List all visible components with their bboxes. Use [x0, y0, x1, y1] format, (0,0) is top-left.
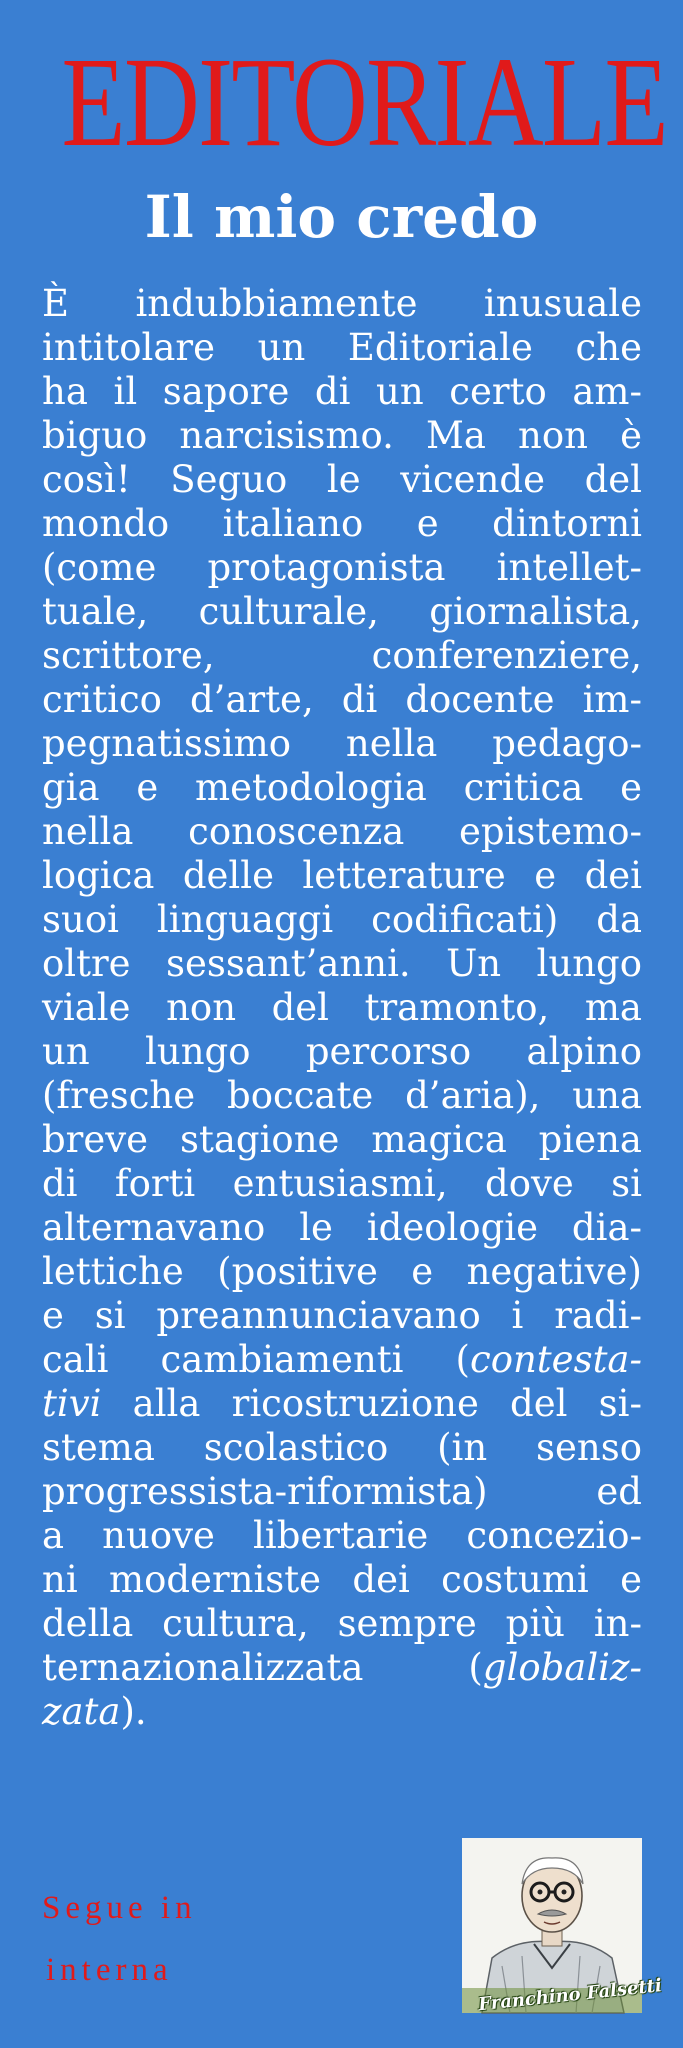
editorial-headline: Il mio credo: [144, 183, 539, 251]
article-line: [42, 282, 642, 326]
article-text: intitolare un Editoriale che: [42, 326, 642, 369]
article-line: [42, 854, 642, 898]
article-text: suoi linguaggi codificati) da: [42, 898, 642, 941]
article-italic-text: globaliz-: [482, 1646, 642, 1689]
article-body: [42, 282, 642, 1734]
article-line: [42, 1338, 642, 1382]
article-line: [42, 1602, 642, 1646]
article-text: (come protagonista intellet-: [42, 546, 642, 589]
article-text: ternazionalizzata (: [42, 1646, 483, 1689]
masthead-title: EDITORIALE: [61, 31, 667, 173]
article-line: [42, 1690, 492, 1734]
article-line: [42, 1514, 642, 1558]
article-line: [42, 326, 642, 370]
article-line: [42, 458, 642, 502]
article-text: (fresche boccate d’aria), una: [42, 1074, 642, 1117]
article-text: biguo narcisismo. Ma non è: [42, 414, 642, 457]
article-text: oltre sessant’anni. Un lungo: [42, 942, 642, 985]
article-text: cali cambiamenti (: [42, 1338, 470, 1381]
article-text: progressista-riformista) ed: [42, 1470, 642, 1513]
article-text: di forti entusiasmi, dove si: [42, 1162, 642, 1205]
article-text: tuale, culturale, giornalista,: [42, 590, 642, 633]
article-line: [42, 810, 642, 854]
article-text: critico d’arte, di docente im-: [42, 678, 642, 721]
article-line: [42, 546, 642, 590]
article-italic-text: contesta-: [469, 1338, 642, 1381]
article-text: gia e metodologia critica e: [42, 766, 642, 809]
article-text: pegnatissimo nella pedago-: [42, 722, 642, 765]
article-line: [42, 942, 642, 986]
article-text: della cultura, sempre più in-: [42, 1602, 642, 1645]
article-line: [42, 766, 642, 810]
continue-note-line2: interna: [46, 1952, 173, 1988]
article-line: [42, 370, 642, 414]
article-line: [42, 1030, 642, 1074]
article-text: nella conoscenza epistemo-: [42, 810, 642, 853]
article-line: [42, 1118, 642, 1162]
article-line: [42, 1426, 642, 1470]
article-text: scrittore, conferenziere,: [42, 634, 642, 677]
author-portrait: [462, 1838, 663, 2016]
article-line: [42, 1558, 642, 1602]
article-text: alla ricostruzione del si-: [101, 1382, 642, 1425]
article-text: a nuove libertarie concezio-: [42, 1514, 642, 1557]
article-text: È indubbiamente inusuale: [42, 282, 642, 325]
article-italic-text: tivi: [42, 1382, 102, 1425]
article-text: così! Seguo le vicende del: [42, 458, 642, 501]
article-line: [42, 986, 642, 1030]
article-text: ni moderniste dei costumi e: [42, 1558, 642, 1601]
author-signature: Franchino Falsetti: [477, 1975, 663, 2016]
article-line: [42, 1646, 642, 1690]
continue-note-line1: Segue in: [42, 1890, 197, 1926]
article-text: un lungo percorso alpino: [42, 1030, 642, 1073]
article-line: [42, 1470, 642, 1514]
article-text: logica delle letterature e dei: [42, 854, 642, 897]
article-line: [42, 414, 642, 458]
article-line: [42, 1206, 642, 1250]
article-line: [42, 1250, 642, 1294]
article-line: [42, 1294, 642, 1338]
article-line: [42, 1382, 642, 1426]
article-line: [42, 1074, 642, 1118]
article-text: mondo italiano e dintorni: [42, 502, 642, 545]
article-line: [42, 1162, 642, 1206]
article-italic-text: zata: [42, 1690, 121, 1733]
article-line: [42, 898, 642, 942]
article-line: [42, 678, 642, 722]
article-line: [42, 722, 642, 766]
article-line: [42, 634, 642, 678]
article-text: e si preannunciavano i radi-: [42, 1294, 642, 1337]
article-line: [42, 502, 642, 546]
article-text: breve stagione magica piena: [42, 1118, 642, 1161]
article-text: lettiche (positive e negative): [42, 1250, 642, 1293]
article-text: ha il sapore di un certo am-: [42, 370, 642, 413]
article-text: stema scolastico (in senso: [42, 1426, 642, 1469]
article-text: alternavano le ideologie dia-: [42, 1206, 642, 1249]
article-text: ).: [120, 1690, 147, 1733]
article-line: [42, 590, 642, 634]
article-text: viale non del tramonto, ma: [42, 986, 642, 1029]
